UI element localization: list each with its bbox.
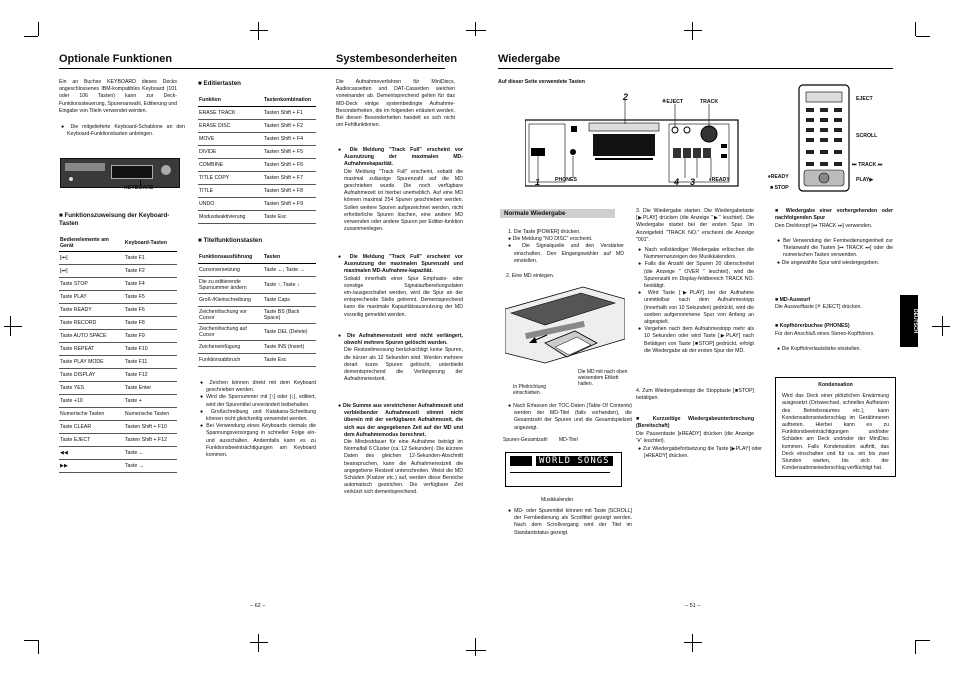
table-cell: Taste CLEAR <box>59 421 124 434</box>
table-row <box>198 324 316 341</box>
table-cell: TITLE <box>198 185 263 198</box>
crop-mark <box>258 22 259 40</box>
bullet-item: ● Wird die Spurnummer mit [↑] oder [↓], editiert, wird der Spurentitel unverändert beibehalten. <box>200 394 317 408</box>
crop-mark <box>4 326 22 327</box>
table-cell: Taste + <box>124 395 177 408</box>
md-eject-heading: ■ MD-Auswurf <box>775 297 811 303</box>
table-cell: Taste +10 <box>59 395 124 408</box>
crop-mark <box>24 36 38 37</box>
table-cell: Taste Enter <box>124 382 177 395</box>
bullet-2-head: ● Die Meldung "Track Full" erscheint vor Ausnutzung der maximalen Spurenzahl und maximalen MD-Aufnahme-kapazität. <box>338 254 463 275</box>
table-cell: ERASE TRACK <box>198 107 263 120</box>
bullet-1-head: ● Die Meldung "Track Full" erscheint vor Ausnutzung der maximalen MD-Aufnahmekapazität. <box>338 147 463 168</box>
bullet-item: 1. Die Taste [POWER] drücken. <box>508 229 581 235</box>
keyboard-label: KEYBOARD <box>124 185 154 191</box>
title-rule <box>59 68 445 69</box>
table-cell: Taste F9 <box>124 330 177 343</box>
table-row <box>198 159 316 172</box>
section-editiertasten: ■ Editiertasten <box>198 80 241 87</box>
table-cell: Tasten Shift + F9 <box>263 198 316 211</box>
table-cell: ▶▶ <box>59 460 124 473</box>
table-cell: Taste F2 <box>124 265 177 278</box>
table-cell: Tasten Shift + F10 <box>124 421 177 434</box>
bullet-item: ● Vergehen nach dem Aufnahmestopp mehr als 10 Sekunden oder wird Taste [▶PLAY] nach Betätigen von Taste [■STOP] gedrückt, erfolgt die Wiedergabe ab der ersten Spur der MD. <box>638 326 754 354</box>
table-cell: Taste F8 <box>124 317 177 330</box>
step-3: 3. Die Wiedergabe starten. Die Wiedergabetaste [▶PLAY] drücken (die Anzeige "▶" leuchtet). Die Wiedergabe startet bei der ersten Spur. Im Anzeigefeld "TRACK NO." erscheint die Anzeige "001". <box>636 208 754 243</box>
table-cell: Tasten Shift + F4 <box>263 133 316 146</box>
table-cell: Cursorversetzung <box>198 264 263 277</box>
table-row <box>59 408 177 421</box>
md-caption: Die MD mit nach oben weisendem Etikett halten. <box>578 369 628 387</box>
table-row <box>198 133 316 146</box>
intro-bullet-text: Die mitgelieferte Keyboard-Schablone an den Keyboard-Funktionstasten anbringen. <box>67 124 186 138</box>
table-row <box>59 421 177 434</box>
system-bullet-2 <box>336 254 463 319</box>
phones-text: Für den Anschluß eines Stereo-Kopfhörers. <box>775 331 875 337</box>
remote-label-track: ⏮ TRACK ⏭ <box>852 162 883 168</box>
table-cell: Taste DEL (Delete) <box>263 324 316 341</box>
bullet-item: ● Großschreibung und Katakana-Schreibung können nicht gleichzeitig verwendet werden. <box>200 408 317 423</box>
section-titelfunktionstasten: ■ Titelfunktionstasten <box>198 237 263 244</box>
md-scroll-bullet: ● MD- oder Spurentitel können mit Taste [SCROLL] der Fernbedienung als Scrolltitel gezeigt werden. Nach dem Scrollvorgang wird der Titel im Standardstatus gezeigt. <box>508 508 632 536</box>
table-cell: Taste ← <box>124 447 177 460</box>
page-title-wiedergabe: Wiedergabe <box>498 53 561 65</box>
section-funktionszuweisung: ■ Funktionszuweisung der Keyboard-Tasten <box>59 212 170 227</box>
table-row <box>59 291 177 304</box>
bullet-item: ● Zeichen können direkt mit dem Keyboard geschrieben werden. <box>200 380 316 394</box>
label-ready: ⏸READY <box>709 177 730 183</box>
bullet-item: ● Wird Taste [▶PLAY] bei der Aufnahme unmittelbar nach dem Aufnahmestopp (innerhalb von 10 Sekunden) gedrückt, wird die soeben aufgenommene Spur von Anfang an abgespielt. <box>638 290 755 326</box>
page-number-right: – 51 – <box>685 603 701 609</box>
table-row <box>59 356 177 369</box>
table-cell: Taste ←, Taste → <box>263 264 316 277</box>
table-cell: Taste YES <box>59 382 124 395</box>
bullet-3-text: Die Restzeitmessung berücksichtigt keine Spuren, die kürzer als 12 Sekunden sind. Werden mehrere derart kurze Spuren gelöscht, unterbleibt dementsprechend die Verlängerung der Aufnahmerestzeit. <box>344 347 463 383</box>
table-cell: Tasten Shift + F1 <box>263 107 316 120</box>
display-panel <box>505 452 622 487</box>
table-cell: Taste AUTO SPACE <box>59 330 124 343</box>
table-row <box>198 277 316 294</box>
table-header-cell: Funktion <box>198 94 263 107</box>
table-cell: Modusdeaktivierung <box>198 211 263 224</box>
table-cell: Funktionsabbruch <box>198 354 263 367</box>
table-row <box>198 146 316 159</box>
table-row <box>198 307 316 324</box>
step-3-notes <box>636 247 754 355</box>
table-cell: Taste REPEAT <box>59 343 124 356</box>
page-title-systembesonderheiten: Systembesonderheiten <box>336 53 458 65</box>
table-row <box>198 211 316 224</box>
table-cell: DIVIDE <box>198 146 263 159</box>
table-cell: Taste → <box>124 460 177 473</box>
label-track: TRACK <box>700 99 719 105</box>
table-row <box>198 354 316 367</box>
table-cell: Tasten Shift + F2 <box>263 120 316 133</box>
crop-mark <box>38 640 39 654</box>
keyboard-assignment-table <box>59 235 177 473</box>
phones-heading: ■ Kopfhörerbuchse (PHONES) <box>775 323 850 329</box>
page-title-optionale-funktionen: Optionale Funktionen <box>59 53 173 65</box>
table-cell: Taste BS (Back Space) <box>263 307 316 324</box>
crop-mark <box>250 30 268 31</box>
table-cell: Die zu editierende Spurnummer ändern <box>198 277 263 294</box>
bullet-item: ● Die angewählte Spur wird wiedergegeben. <box>777 259 880 266</box>
crop-mark <box>915 22 916 36</box>
table-cell: Taste F4 <box>124 278 177 291</box>
table-cell: Tasten Shift + F7 <box>263 172 316 185</box>
system-bullet-1 <box>336 147 463 233</box>
display-label-musikkalender: Musikkalender <box>541 497 574 503</box>
table-cell: Taste ↑, Taste ↓ <box>263 277 316 294</box>
table-cell: Numerische Tasten <box>59 408 124 421</box>
remote-label-scroll: SCROLL <box>856 133 878 139</box>
table-cell: TITLE COPY <box>198 172 263 185</box>
display-title-text: WORLD SONGS <box>536 456 613 466</box>
title-rule-right <box>498 68 893 69</box>
bullet-item: ● Falls die Anzahl der Spuren 20 überschreitet (die Anzeige " OVER " leuchtet), wird die Spurenzahl im Display-feldbereich TRACK NO. bestätigt. <box>638 261 754 290</box>
bullet-2-text: Sobald innerhalb einer Spur Emphasis- oder sonstige Signalaufbereitungsdaten ein-/ausgeschaltet werden, wird die Spur an der entsprechende Stelle getrennt. Dementsprechend kann die maximale Kapazitätsausnutzung der MD vorzeitig gemeldet werden. <box>344 275 463 318</box>
table-row <box>59 395 177 408</box>
table-row <box>198 107 316 120</box>
intro-bullet: ● Die mitgelieferte Keyboard-Schablone an den Keyboard-Funktionstasten anbringen. <box>61 124 186 138</box>
table-cell: Taste READY <box>59 304 124 317</box>
table-cell: Taste F1 <box>124 252 177 265</box>
table-cell: Taste F11 <box>124 356 177 369</box>
crop-mark <box>466 30 486 31</box>
table-cell: Taste PLAY <box>59 291 124 304</box>
crop-mark <box>38 22 39 36</box>
display-label-mdtitel: MD-Titel <box>559 437 578 443</box>
table-cell: [⏭] <box>59 265 124 278</box>
md-eject-text: Die Auswurftaste [≜ EJECT] drücken. <box>775 304 862 310</box>
label-1: 1 <box>535 177 541 187</box>
table-row <box>59 434 177 447</box>
bullet-item: ● Nach vollständiger Wiedergabe erlöschen die Nummernanzeigen des Musikkalenders. <box>638 247 754 261</box>
table-row <box>59 265 177 278</box>
crop-mark <box>932 326 950 327</box>
table-row <box>198 294 316 307</box>
table-cell: Taste Caps <box>263 294 316 307</box>
table-row <box>59 252 177 265</box>
crop-mark <box>24 640 38 641</box>
table-cell: Taste F12 <box>124 369 177 382</box>
edit-keys-table <box>198 94 316 224</box>
table-row <box>59 304 177 317</box>
table-row <box>59 460 177 473</box>
table-cell: Tasten Shift + F8 <box>263 185 316 198</box>
crop-mark <box>475 638 476 656</box>
pause-text: Die Pausentaste [⏸READY] drücken (die Anzeige "⏸" leuchtet). <box>636 431 754 445</box>
table-cell: Taste RECORD <box>59 317 124 330</box>
table-header-cell: Bedienelemente am Gerät <box>59 235 124 252</box>
title-function-notes <box>198 380 316 459</box>
table-header-cell: Funktionsausführung <box>198 251 263 264</box>
remote-label-eject: EJECT <box>856 96 873 102</box>
crop-mark <box>916 640 930 641</box>
table-cell: Taste F5 <box>124 291 177 304</box>
crop-mark <box>684 30 702 31</box>
page-number-left: – 62 – <box>250 603 266 609</box>
table-cell: Taste F10 <box>124 343 177 356</box>
pause-heading: ■ Kurzzeitige Wiedergabeunterbrechung (Bereitschaft) <box>636 416 754 430</box>
pause-bullet: ● Zur Wiedergabefortsetzung die Taste [▶PLAY] oder [⏸READY] drücken. <box>638 446 763 460</box>
table-row <box>59 317 177 330</box>
crop-mark <box>250 642 268 643</box>
label-eject: ≜EJECT <box>662 99 684 105</box>
crop-mark <box>466 650 486 651</box>
step-2: 2. Eine MD einlegen. <box>506 273 555 279</box>
label-3: 3 <box>690 177 696 187</box>
table-cell: Taste Esc <box>263 354 316 367</box>
condensation-title: Kondensation <box>818 382 853 388</box>
arrow-caption: In Pfeilrichtung einschieben. <box>513 384 547 396</box>
table-cell: Tasten Shift + F12 <box>124 434 177 447</box>
table-row <box>198 120 316 133</box>
table-row <box>198 172 316 185</box>
table-row <box>198 264 316 277</box>
language-tab-deutsch: DEUTSCH <box>900 295 918 347</box>
table-cell: Taste EJECT <box>59 434 124 447</box>
table-row <box>198 185 316 198</box>
system-bullet-3 <box>336 333 463 383</box>
bullet-item: ● Die Meldung "NO DISC" erscheint. <box>508 236 593 243</box>
display-label-spuren: Spuren-Gesamtzahl <box>503 437 548 443</box>
track-select-notes <box>775 238 893 267</box>
table-cell: Tasten Shift + F5 <box>263 146 316 159</box>
crop-mark <box>692 634 693 652</box>
table-cell: COMBINE <box>198 159 263 172</box>
remote-label-ready: ⏸READY <box>768 174 789 180</box>
crop-mark <box>475 22 476 36</box>
bullet-3-head: ● Die Aufnahmerestzeit wird nicht verlängert, obwohl mehrere Spuren gelöscht wurden. <box>338 333 463 347</box>
bullet-item: ● Die Signalquelle und den Verstärker einschalten. Den Eingangswähler auf MD einstellen. <box>508 243 624 264</box>
table-cell: Taste INS (Insert) <box>263 341 316 354</box>
table-row <box>59 343 177 356</box>
table-cell: Taste STOP <box>59 278 124 291</box>
table-cell: Taste Esc <box>263 211 316 224</box>
bullet-4-text: Die Mindestdauer für eine Aufnahme beträgt im Normalfall 6 Cluster (ca. 12 Sekunden). Die kürzere Daten des gleichen 12-Sekunden-Abschnitt beanspruchen, kann die Aufnahmerestzeit die angegebene Restzeit unterschreiten. Weist die MD Schäden (Kratzer etc.) auf, werden diese Bereiche automatisch gestrichen. Die verfügbare Zeit verkürzt sich dementsprechend. <box>344 439 463 496</box>
crop-mark <box>915 640 916 654</box>
condensation-text: Wird das Deck einer plötzlichen Erwärmung ausgesetzt (Ortswechsel, schnelles Aufheizen des Betriebsraumes etc.), kann Kondensationsniederschlag im Gerätinneren auftreten. Hierbei kann es zu Funktionsbeeinträchtigungen und/oder Schäden am Deck und/oder der MiniDisc kommen. Falls Kondensation auftritt, das Deck einschalten und für ca. ein bis zwei Stunden warten, bis sich der Kondensationsniederschlag verflüchtigt hat. <box>782 393 889 472</box>
bullet-item: ● Bei Verwendung der Fernbedienungeinheit zur Titelanwahl die Tasten [⏮ TRACK ⏭] oder die numerischen Tasten verwenden. <box>777 238 894 259</box>
table-cell: Zeicheneinfügung <box>198 341 263 354</box>
table-cell: Zeichenlöschung vor Cursor <box>198 307 263 324</box>
remote-label-stop: ■ STOP <box>770 185 789 191</box>
bullet-item: ● Bei Verwendung eines Keyboards niemals die Spannungsversorgung in schneller Folge ein- und ausschalten. Andernfalls kann es zu Funktionsbeeinträchtigungen am Keyboard kommen. <box>200 423 317 459</box>
table-cell: UNDO <box>198 198 263 211</box>
intro-text: Ein an Buchse KEYBOARD dieses Decks angeschlossenes IBM-kompatibles Keyboard (101 oder 106 Tasten) kann zur Deck-Funktionssteuerung, Spurenanwahl, Editierung und Eingabe von Titeln verwendet werden. <box>59 79 177 114</box>
steps-1 <box>506 229 624 265</box>
label-2: 2 <box>623 92 629 102</box>
system-intro: Die Aufnahmeverfahren für MiniDiscs, Audiocassetten und DAT-Cassetten weichen voneinander ab. Dementsprechend gelten für das MD-Deck einige systembedingte Aufnahme-Besonderheiten, die im folgenden erläutert werden. Bei diesen Besonderheiten handelt es sich nicht um Fehlfunktionen. <box>336 79 455 129</box>
remote-label-play: PLAY▶ <box>856 177 874 183</box>
crop-mark <box>684 642 702 643</box>
crop-mark <box>916 36 930 37</box>
bullet-4-head: ● Die Summe aus verstrichener Aufnahmezeit und verbleibender Aufnahmezeit stimmt nicht überein mit der verfügbaren Aufnahmezeit, die sich aus der angegebenen Zeit auf der MD und dem Aufnahmemodus berechnet. <box>338 403 463 438</box>
table-cell: Groß-/Kleinschreibung <box>198 294 263 307</box>
remote-control-illustration <box>798 84 852 194</box>
table-cell: Taste PLAY MODE <box>59 356 124 369</box>
title-function-keys-table <box>198 251 316 367</box>
md-insertion-illustration <box>505 283 625 375</box>
table-row <box>59 330 177 343</box>
bullet-1-text: Die Meldung "Track Full" erscheint, sobald die maximal zulässige Spurenzahl auf die MD geschrieben wurde. Die noch verfügbare Aufnahmezeit ist hierbei unerheblich. Auf eine MD können maximal 254 Spuren geschrieben werden. Sollen weitere Spuren aufgezeichnet werden, nicht erforderliche Spuren löschen, eine andere MD verwenden oder andere Spuren per Editier-funktion zusammenlegen. <box>344 168 463 233</box>
table-cell: ◀◀ <box>59 447 124 460</box>
table-cell: ERASE DISC <box>198 120 263 133</box>
table-cell: Zeichenlöschung auf Cursor <box>198 324 263 341</box>
phones-bullet: ● Die Kopfhörerlautstärke einstellen. <box>777 346 861 352</box>
step-4: 4. Zum Wiedergabestopp die Stopptaste [■STOP] betätigen. <box>636 388 754 402</box>
toc-bullet: ● Nach Erfassen der TOC-Daten (Table Of Contents) werden der MD-Titel (falls vorhanden), die Gesamtzahl der Spuren und die Gesamtspielzeit angezeigt. <box>508 403 633 431</box>
table-header-cell: Tasten <box>263 251 316 264</box>
system-bullet-4 <box>336 403 463 497</box>
table-cell: [⏮] <box>59 252 124 265</box>
table-cell: Numerische Tasten <box>124 408 177 421</box>
table-cell: Taste F6 <box>124 304 177 317</box>
track-select-heading: ■ Wiedergabe einer vorhergehenden oder nachfolgenden Spur <box>775 208 893 222</box>
table-row <box>198 341 316 354</box>
condensation-box <box>775 377 896 477</box>
table-header-cell: Keyboard-Tasten <box>124 235 177 252</box>
label-phones: PHONES <box>555 177 577 183</box>
table-row <box>59 447 177 460</box>
table-row <box>198 198 316 211</box>
table-header-cell: Tastenkombination <box>263 94 316 107</box>
table-cell: Tasten Shift + F6 <box>263 159 316 172</box>
track-select-text: Den Drehknopf [⏮ TRACK ⏭] verwenden. <box>775 223 873 229</box>
normale-wiedergabe-heading: Normale Wiedergabe <box>500 209 615 218</box>
used-keys-subtitle: Auf dieser Seite verwendete Tasten <box>498 79 585 85</box>
table-row <box>59 278 177 291</box>
table-cell: MOVE <box>198 133 263 146</box>
table-row <box>59 369 177 382</box>
label-4: 4 <box>674 177 680 187</box>
crop-mark <box>692 22 693 40</box>
md-deck-illustration <box>60 158 180 188</box>
table-cell: Taste DISPLAY <box>59 369 124 382</box>
crop-mark <box>258 634 259 652</box>
table-row <box>59 382 177 395</box>
